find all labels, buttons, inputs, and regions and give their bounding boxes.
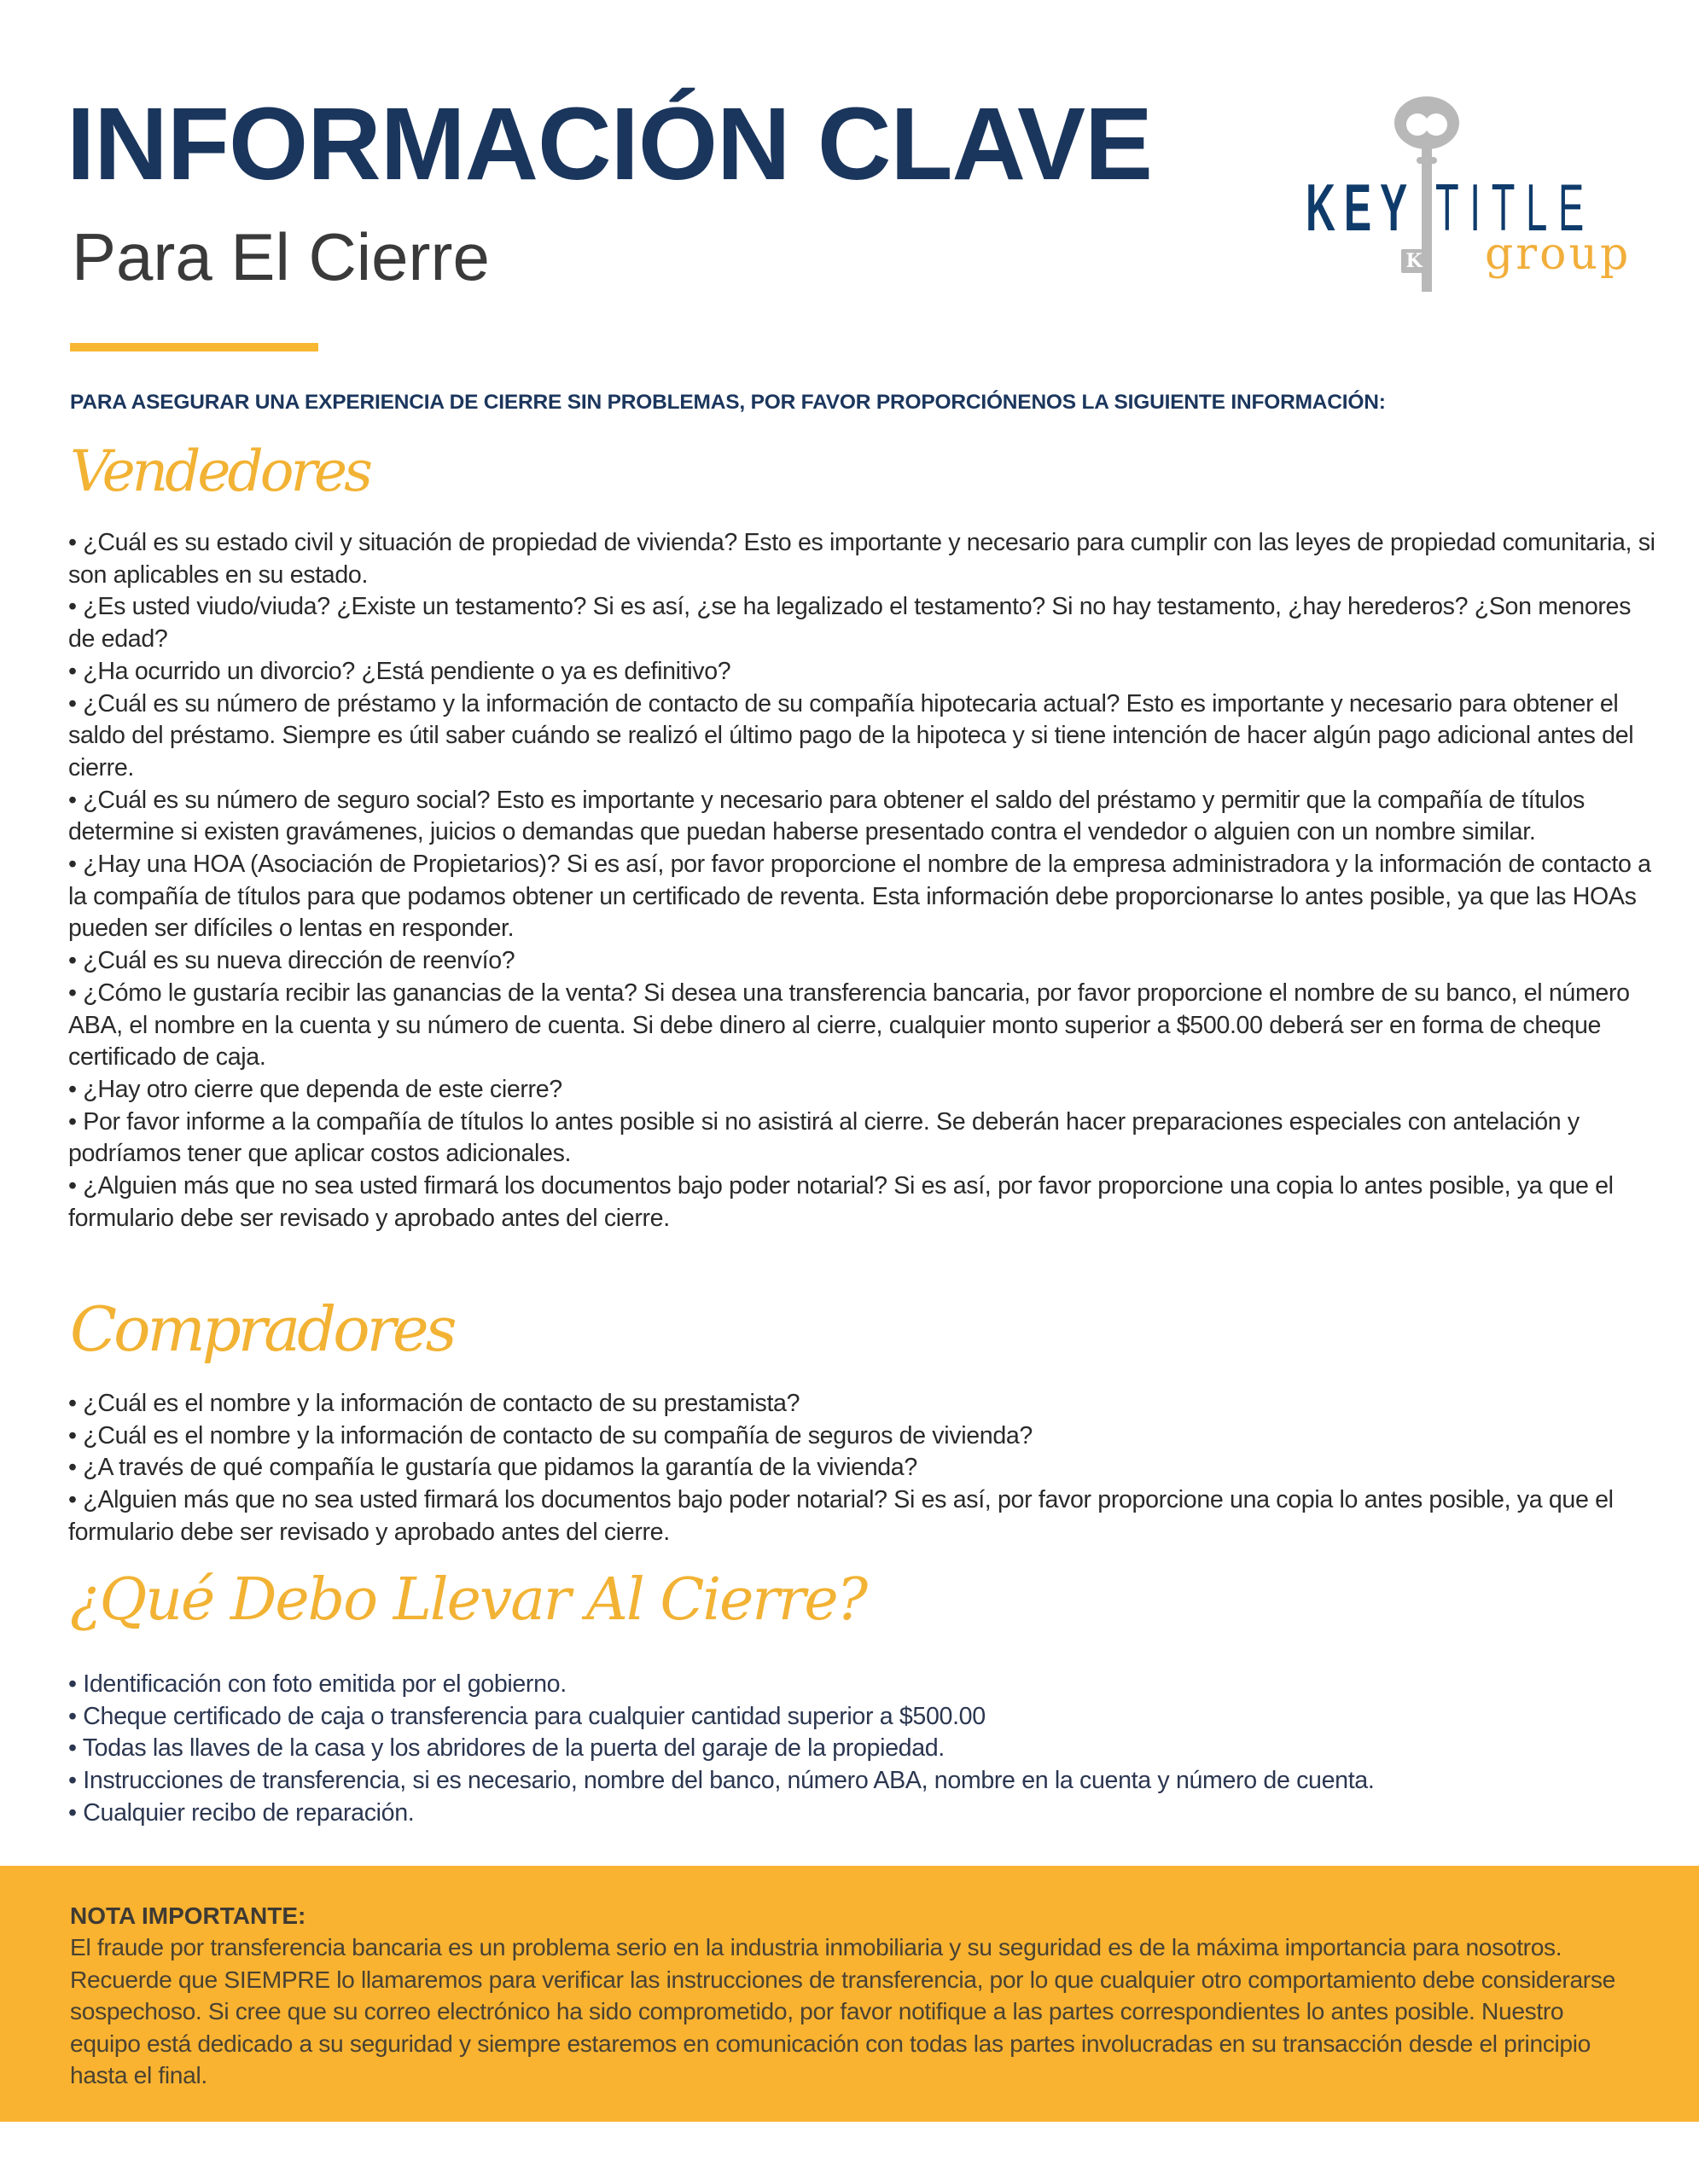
list-item: • ¿Hay otro cierre que dependa de este cierre? [68, 1075, 562, 1103]
list-item: • ¿Alguien más que no sea usted firmará los documentos bajo poder notarial? Si es así, por favor proporcione una copia lo antes posible, ya que el formulario debe ser revisado y aprobado antes del cierre. [68, 1172, 1614, 1232]
section-heading-buyers: Compradores [70, 1293, 454, 1365]
page-title: INFORMACIÓN CLAVE [67, 85, 1152, 201]
accent-divider [70, 343, 318, 351]
list-item: • ¿A través de qué compañía le gustaría que pidamos la garantía de la vivienda? [68, 1454, 917, 1482]
list-item: • ¿Es usted viudo/viuda? ¿Existe un testamento? Si es así, ¿se ha legalizado el testamento? Si no hay testamento, ¿hay herederos? ¿Son menores de edad? [68, 593, 1632, 653]
logo-k-mark: K [1401, 249, 1427, 273]
important-note-title: NOTA IMPORTANTE: [70, 1902, 306, 1929]
logo-word-title: TITLE [1435, 170, 1595, 245]
page-subtitle: Para El Cierre [72, 219, 490, 294]
list-item: • Todas las llaves de la casa y los abridores de la puerta del garaje de la propiedad. [68, 1734, 945, 1763]
section-heading-sellers: Vendedores [70, 439, 369, 504]
what-to-bring-list [68, 1669, 1655, 1830]
list-item: • ¿Alguien más que no sea usted firmará los documentos bajo poder notarial? Si es así, por favor proporcione una copia lo antes posible, ya que el formulario debe ser revisado y aprobado antes del cierre. [68, 1486, 1614, 1546]
list-item: • Identificación con foto emitida por el gobierno. [68, 1670, 567, 1698]
list-item: • Instrucciones de transferencia, si es necesario, nombre del banco, número ABA, nombre en la cuenta y número de cuenta. [68, 1767, 1375, 1795]
list-item: • ¿Cuál es el nombre y la información de contacto de su compañía de seguros de vivienda? [68, 1421, 1033, 1449]
logo-word-group: group [1485, 229, 1632, 280]
list-item: • Por favor informe a la compañía de títulos lo antes posible si no asistirá al cierre. Se deberán hacer preparaciones especiales con antelación y podríamos tener que aplicar costos adicionales. [68, 1107, 1580, 1168]
list-item: • ¿Cómo le gustaría recibir las ganancias de la venta? Si desea una transferencia bancaria, por favor proporcione el nombre de su banco, el número ABA, el nombre en la cuenta y su número de cuenta. Si debe dinero al cierre, cualquier monto superior a $500.00 deberá ser en forma de cheque certificado de caja. [68, 979, 1630, 1072]
list-item: • ¿Ha ocurrido un divorcio? ¿Está pendiente o ya es definitivo? [68, 657, 731, 685]
list-item: • ¿Hay una HOA (Asociación de Propietarios)? Si es así, por favor proporcione el nombre de la empresa administradora y la información de contacto a la compañía de títulos para que podamos obtener un certificado de reventa. Esta información debe proporcionarse lo antes posible, ya que las HOAs pueden ser difíciles o lentas en responder. [68, 851, 1651, 943]
logo-word-key: KEY [1306, 170, 1417, 245]
list-item: • ¿Cuál es su número de seguro social? Esto es importante y necesario para obtener el saldo del préstamo y permitir que la compañía de títulos determine si existen gravámenes, juicios o demandas que puedan haberse presentado contra el vendedor o alguien con un nombre similar. [68, 786, 1585, 846]
key-title-group-logo [1297, 96, 1638, 300]
intro-text: PARA ASEGURAR UNA EXPERIENCIA DE CIERRE SIN PROBLEMAS, POR FAVOR PROPORCIÓNENOS LA SIGUIENTE INFORMACIÓN: [70, 391, 1386, 414]
list-item: • Cualquier recibo de reparación. [68, 1798, 415, 1827]
list-item: • Cheque certificado de caja o transferencia para cualquier cantidad superior a $500.00 [68, 1702, 986, 1730]
list-item: • ¿Cuál es el nombre y la información de contacto de su prestamista? [68, 1390, 800, 1417]
list-item: • ¿Cuál es su estado civil y situación de propiedad de vivienda? Esto es importante y necesario para cumplir con las leyes de propiedad comunitaria, si son aplicables en su estado. [68, 529, 1655, 589]
list-item: • ¿Cuál es su número de préstamo y la información de contacto de su compañía hipotecaria actual? Esto es importante y necesario para obtener el saldo del préstamo. Siempre es útil saber cuándo se realizó el último pago de la hipoteca y si tiene intención de hacer algún pago adicional antes del cierre. [68, 689, 1634, 781]
section-heading-what-to-bring: ¿Qué Debo Llevar Al Cierre? [70, 1566, 867, 1634]
buyers-list [68, 1388, 1655, 1549]
list-item: • ¿Cuál es su nueva dirección de reenvío? [68, 947, 515, 975]
important-note-body: El fraude por transferencia bancaria es un problema serio en la industria inmobiliaria y su seguridad es de la máxima importancia para nosotros. Recuerde que SIEMPRE lo llamaremos para verificar las instrucciones de transferencia, por lo que cualquier otro comportamiento debe considerarse sospechoso. Si cree que su correo electrónico ha sido comprometido, por favor notifique a las partes correspondientes lo antes posible. Nuestro equipo está dedicado a su seguridad y siempre estaremos en comunicación con todas las partes involucradas en su transacción desde el principio hasta el final. [70, 1933, 1615, 2089]
sellers-list [68, 527, 1655, 1234]
